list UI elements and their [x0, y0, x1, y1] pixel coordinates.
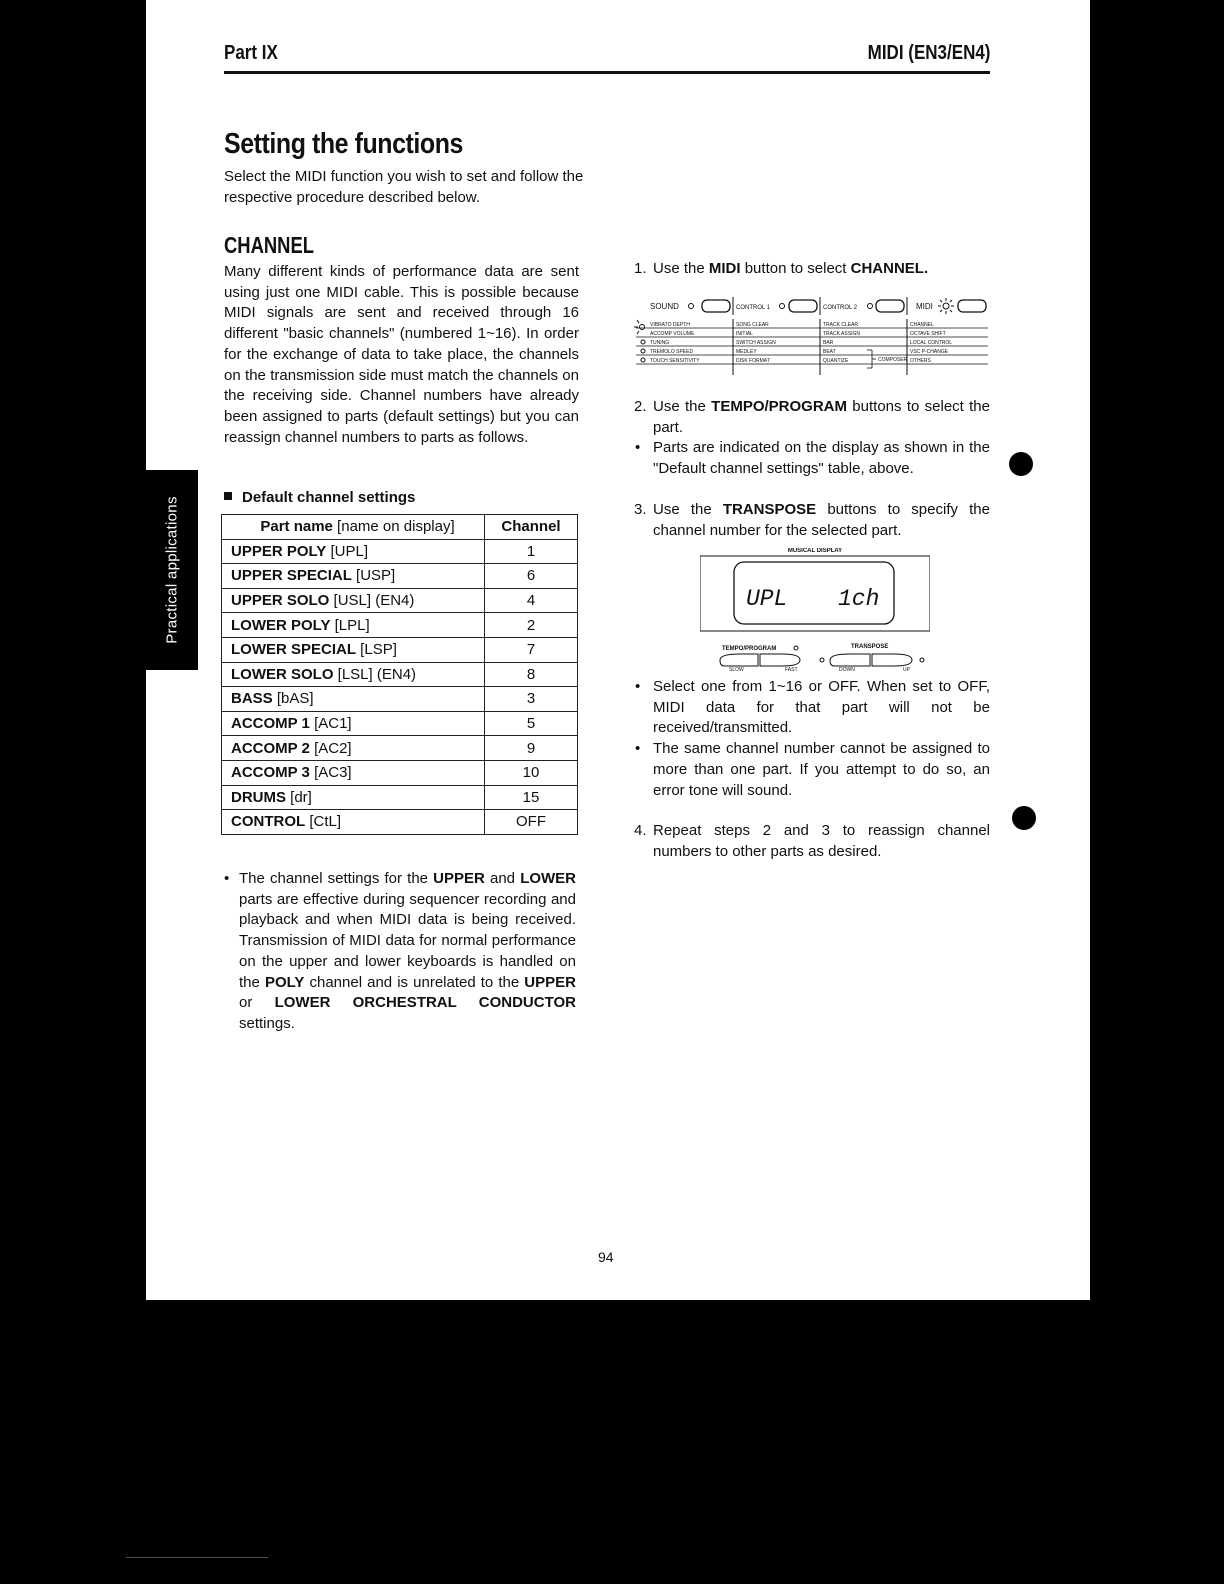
panel-function-label: LOCAL CONTROL — [910, 340, 953, 346]
transpose-down-button[interactable] — [830, 654, 870, 666]
panel-function-label: CHANNEL — [910, 322, 934, 328]
indicator-lamp-icon — [641, 358, 645, 362]
table-row — [222, 564, 578, 589]
intro-text: Select the MIDI function you wish to set and follow the respective procedure described below. — [224, 168, 584, 206]
panel-midi-label: MIDI — [916, 302, 933, 311]
table-header-row — [222, 515, 578, 540]
midi-lamp-icon — [938, 298, 954, 314]
channel-cell: 1 — [485, 539, 578, 564]
panel-function-label: QUANTIZE — [823, 358, 849, 364]
sound-button[interactable] — [702, 300, 730, 312]
channel-cell: 4 — [485, 588, 578, 613]
table-row — [222, 810, 578, 835]
step-3-note-1: • Select one from 1~16 or OFF. When set to OFF, MIDI data for that part will not be received/transmitted. — [634, 677, 990, 739]
channel-cell: 10 — [485, 760, 578, 785]
channel-cell: 5 — [485, 711, 578, 736]
header-rule — [224, 71, 990, 74]
panel-function-label: MEDLEY — [736, 349, 757, 355]
transpose-up-button[interactable] — [872, 654, 912, 666]
panel-control1-label: CONTROL 1 — [736, 305, 771, 311]
display-label: MUSICAL DISPLAY — [787, 548, 843, 554]
channel-cell: 9 — [485, 736, 578, 761]
panel-function-label: OCTAVE SHIFT — [910, 331, 946, 337]
sound-lamp-icon — [634, 320, 645, 334]
panel-function-label: INITIAL — [736, 331, 753, 337]
step-3-note-2: • The same channel number cannot be assigned to more than one part. If you attempt to do so, an error tone will sound. — [634, 739, 990, 801]
panel-function-label: SONG CLEAR — [736, 322, 769, 328]
control2-button[interactable] — [876, 300, 904, 312]
header-part-name: Part name [name on display] — [222, 515, 485, 540]
control1-button[interactable] — [789, 300, 817, 312]
panel-function-label: TRACK CLEAR — [823, 322, 859, 328]
transpose-label: TRANSPOSE — [851, 644, 889, 650]
link-underline — [126, 1557, 268, 1558]
page-title: Setting the functions — [224, 128, 463, 160]
part-name-cell: UPPER POLY [UPL] — [222, 539, 485, 564]
step-1: 1. Use the MIDI button to select CHANNEL. — [634, 260, 929, 277]
panel-function-label: DISK FORMAT — [736, 358, 770, 364]
table-row — [222, 760, 578, 785]
binder-hole-mark — [1009, 452, 1033, 476]
panel-function-label: BEAT — [823, 349, 836, 355]
part-label: Part IX — [224, 42, 278, 64]
lcd-part-text: UPL — [746, 586, 788, 612]
panel-function-label: SWITCH ASSIGN — [736, 340, 776, 346]
part-name-cell: LOWER POLY [LPL] — [222, 613, 485, 638]
step-2-note: • Parts are indicated on the display as shown in the "Default channel settings" table, above. — [634, 438, 990, 479]
part-name-cell: ACCOMP 2 [AC2] — [222, 736, 485, 761]
musical-display-diagram — [700, 548, 930, 668]
channel-cell: OFF — [485, 810, 578, 835]
tempo-fast-button[interactable] — [760, 654, 800, 666]
indicator-lamp-icon — [641, 340, 645, 344]
channel-cell: 2 — [485, 613, 578, 638]
panel-function-label: OTHERS — [910, 358, 931, 364]
note-upper-lower: • The channel settings for the UPPER and LOWER parts are effective during sequencer recording and playback and when MIDI data is being received. Transmission of MIDI data for normal performance on the upper and lower keyboards is handled on the POLY channel and is unrelated to the UPPER or LOWER ORCHESTRAL CONDUCTOR settings. — [224, 869, 576, 1035]
indicator-lamp-icon — [641, 349, 645, 353]
table-row — [222, 613, 578, 638]
channel-cell: 7 — [485, 637, 578, 662]
binder-hole-mark — [1012, 806, 1036, 830]
panel-function-label: TREMOLO SPEED — [650, 349, 694, 355]
tempo-slow-button[interactable] — [720, 654, 758, 666]
panel-sound-label: SOUND — [650, 302, 679, 311]
step-2: 2. Use the TEMPO/PROGRAM buttons to select the part. • Parts are indicated on the display as shown in the "Default channel settings" table, above. — [634, 397, 990, 480]
table-row — [222, 539, 578, 564]
table-row — [222, 687, 578, 712]
side-tab — [146, 470, 198, 670]
square-bullet-icon — [224, 492, 232, 500]
step-3-notes — [634, 677, 990, 801]
channel-description: Many different kinds of performance data are sent using just one MIDI cable. This is possible because MIDI signals are sent and received through 16 different "basic channels" (numbered 1~16). In order for the exchange of data to take place, the channels on the transmission side must match the channels on the receiving side. Channel numbers have already been assigned to parts (default settings) but you can reassign channel numbers to parts as follows. — [224, 263, 579, 446]
part-name-cell: UPPER SPECIAL [USP] — [222, 564, 485, 589]
channel-cell: 3 — [485, 687, 578, 712]
table-title: Default channel settings — [224, 489, 415, 506]
lcd-channel-text: 1ch — [838, 586, 880, 612]
table-row — [222, 588, 578, 613]
channel-cell: 6 — [485, 564, 578, 589]
part-name-cell: DRUMS [dr] — [222, 785, 485, 810]
part-name-cell: LOWER SPECIAL [LSP] — [222, 637, 485, 662]
part-name-cell: LOWER SOLO [LSL] (EN4) — [222, 662, 485, 687]
table-row — [222, 662, 578, 687]
table-row — [222, 637, 578, 662]
panel-function-label: ACCOMP VOLUME — [650, 331, 695, 337]
channel-cell: 8 — [485, 662, 578, 687]
header-channel: Channel — [485, 515, 578, 540]
part-name-cell: CONTROL [CtL] — [222, 810, 485, 835]
side-tab-label: Practical applications — [163, 496, 181, 644]
table-row — [222, 711, 578, 736]
default-channel-table — [221, 514, 578, 835]
panel-function-label: BAR — [823, 340, 834, 346]
panel-control2-label: CONTROL 2 — [823, 305, 858, 311]
tempo-program-label: TEMPO/PROGRAM — [722, 646, 777, 652]
step-3: 3. Use the TRANSPOSE buttons to specify the channel number for the selected part. — [634, 501, 990, 539]
part-name-cell: ACCOMP 1 [AC1] — [222, 711, 485, 736]
panel-function-label: TUNING — [650, 340, 670, 346]
panel-function-label: TRACK ASSIGN — [823, 331, 860, 337]
chapter-label: MIDI (EN3/EN4) — [867, 42, 990, 64]
scan-border-bottom — [122, 1300, 1224, 1584]
panel-function-label: VSC P-CHANGE — [910, 349, 949, 355]
panel-composer-label: COMPOSER — [878, 357, 908, 363]
button-sublabels: SLOW FAST DOWN UP — [729, 667, 910, 673]
midi-button[interactable] — [958, 300, 986, 312]
part-name-cell: UPPER SOLO [USL] (EN4) — [222, 588, 485, 613]
table-row — [222, 736, 578, 761]
step-4: 4. Repeat steps 2 and 3 to reassign channel numbers to other parts as desired. — [634, 822, 990, 860]
section-heading: CHANNEL — [224, 232, 314, 258]
panel-function-label: TOUCH SENSITIVITY — [650, 358, 700, 364]
panel-function-label: VIBRATO DEPTH — [650, 322, 690, 328]
midi-control-panel — [634, 295, 990, 377]
page-number: 94 — [598, 1249, 614, 1265]
part-name-cell: ACCOMP 3 [AC3] — [222, 760, 485, 785]
table-row — [222, 785, 578, 810]
channel-cell: 15 — [485, 785, 578, 810]
part-name-cell: BASS [bAS] — [222, 687, 485, 712]
